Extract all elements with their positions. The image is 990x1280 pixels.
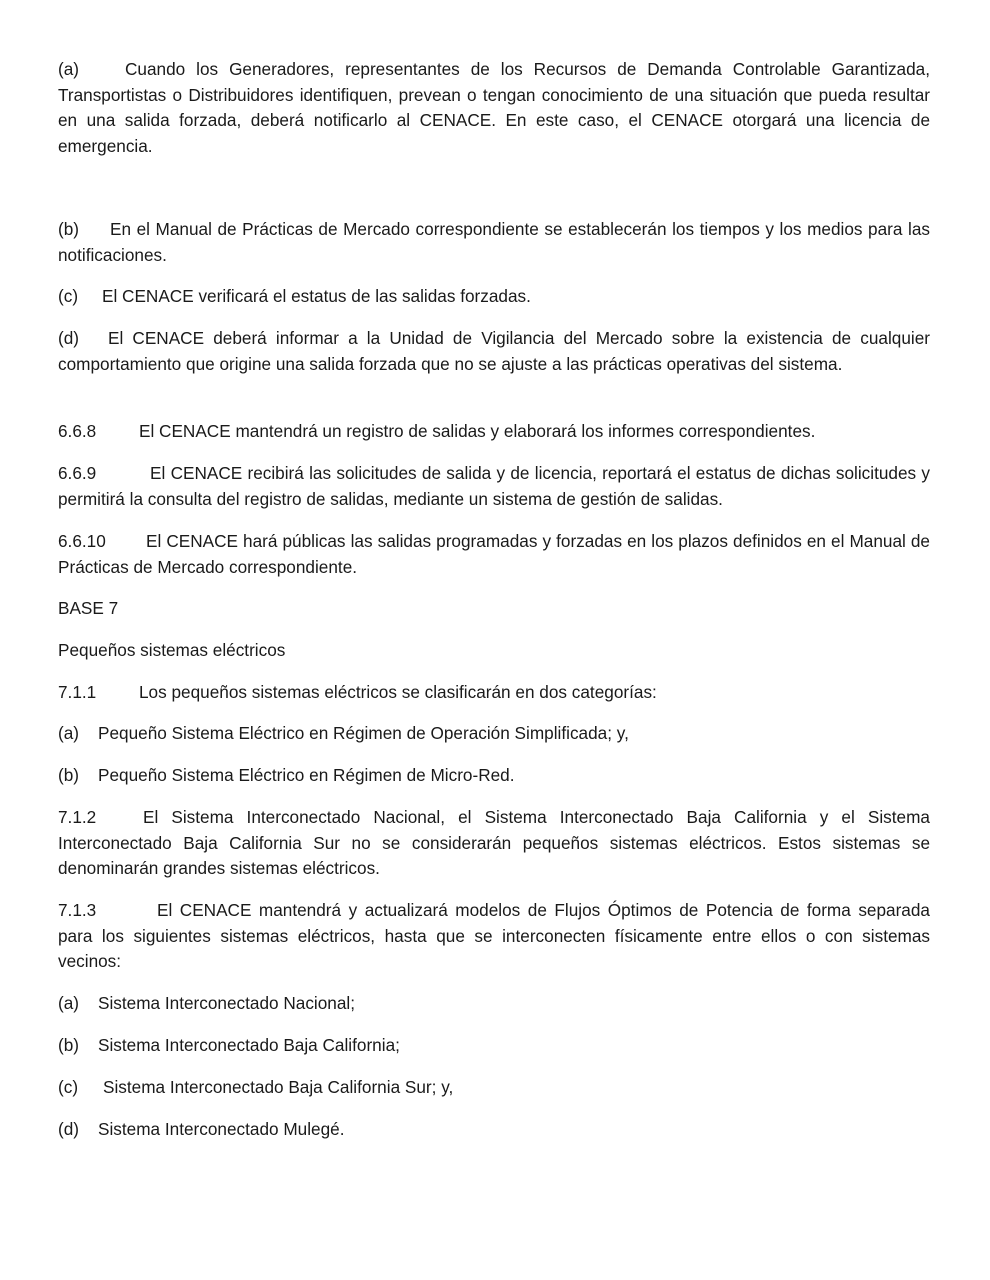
- list-item: [58, 991, 930, 1017]
- item-label: (b): [58, 765, 80, 785]
- paragraph-text: Sistema Interconectado Mulegé.: [98, 1119, 345, 1139]
- paragraph-text: El CENACE mantendrá y actualizará modelos de Flujos Óptimos de Potencia de forma separada para los siguientes sistemas eléctricos, hasta que se interconecten físicamente entre ellos o con sistemas vecinos:: [58, 900, 930, 971]
- list-item: [58, 1033, 930, 1059]
- section-number: 6.6.8: [58, 421, 97, 441]
- section-number: 7.1.2: [58, 807, 97, 827]
- paragraph-text: Pequeño Sistema Eléctrico en Régimen de Operación Simplificada; y,: [98, 723, 629, 743]
- paragraph-text: El CENACE deberá informar a la Unidad de Vigilancia del Mercado sobre la existencia de cualquier comportamiento que origine una salida forzada que no se ajuste a las prácticas operativas del sistema.: [58, 328, 930, 374]
- section-7-1-2: [58, 805, 930, 882]
- item-label: (c): [58, 286, 79, 306]
- item-label: (a): [58, 59, 80, 79]
- section-7-1-3: [58, 898, 930, 975]
- paragraph-text: El CENACE hará públicas las salidas programadas y forzadas en los plazos definidos en el Manual de Prácticas de Mercado correspondiente.: [58, 531, 930, 577]
- section-number: 6.6.9: [58, 463, 97, 483]
- paragraph-text: En el Manual de Prácticas de Mercado correspondiente se establecerán los tiempos y los medios para las notificaciones.: [58, 219, 930, 265]
- item-label: (a): [58, 993, 80, 1013]
- paragraph-text: El CENACE recibirá las solicitudes de salida y de licencia, reportará el estatus de dichas solicitudes y permitirá la consulta del registro de salidas, mediante un sistema de gestión de salidas.: [58, 463, 930, 509]
- section-7-1-1: [58, 680, 930, 706]
- paragraph-text: El CENACE verificará el estatus de las salidas forzadas.: [102, 286, 531, 306]
- paragraph-text: Los pequeños sistemas eléctricos se clasificarán en dos categorías:: [139, 682, 657, 702]
- paragraph-text: Pequeño Sistema Eléctrico en Régimen de Micro-Red.: [98, 765, 515, 785]
- list-item: [58, 1117, 930, 1143]
- heading-text: BASE 7: [58, 598, 119, 618]
- section-6-6-9: [58, 461, 930, 512]
- item-label: (a): [58, 723, 80, 743]
- item-label: (b): [58, 219, 80, 239]
- item-label: (b): [58, 1035, 80, 1055]
- list-item: [58, 763, 930, 789]
- section-6-6-10: [58, 529, 930, 580]
- section-6-6-8: [58, 419, 930, 445]
- paragraph-d-inform-uvm: [58, 326, 930, 377]
- paragraph-text: El CENACE mantendrá un registro de salidas y elaborará los informes correspondientes.: [139, 421, 816, 441]
- paragraph-text: El Sistema Interconectado Nacional, el Sistema Interconectado Baja California y el Sistema Interconectado Baja California Sur no se considerarán pequeños sistemas eléctricos. Estos sistemas se denominarán grandes sistemas eléctricos.: [58, 807, 930, 878]
- base-7-heading: [58, 596, 930, 622]
- item-label: (c): [58, 1077, 79, 1097]
- item-label: (d): [58, 328, 80, 348]
- list-item: [58, 1075, 930, 1101]
- list-item: [58, 721, 930, 747]
- section-number: 7.1.1: [58, 682, 97, 702]
- heading-text: Pequeños sistemas eléctricos: [58, 640, 286, 660]
- base-7-title: [58, 638, 930, 664]
- paragraph-text: Sistema Interconectado Nacional;: [98, 993, 355, 1013]
- paragraph-c-verify-status: [58, 284, 930, 310]
- section-number: 6.6.10: [58, 531, 106, 551]
- paragraph-text: Sistema Interconectado Baja California Sur; y,: [103, 1077, 454, 1097]
- paragraph-a-forced-outage-notification: [58, 57, 930, 159]
- paragraph-b-notification-times: [58, 217, 930, 268]
- paragraph-text: Sistema Interconectado Baja California;: [98, 1035, 400, 1055]
- section-number: 7.1.3: [58, 900, 97, 920]
- item-label: (d): [58, 1119, 80, 1139]
- paragraph-text: Cuando los Generadores, representantes de los Recursos de Demanda Controlable Garantizada, Transportistas o Distribuidores identifiquen, prevean o tengan conocimiento de una situación que pueda resultar en una salida forzada, deberá notificarlo al CENACE. En este caso, el CENACE otorgará una licencia de emergencia.: [58, 59, 930, 156]
